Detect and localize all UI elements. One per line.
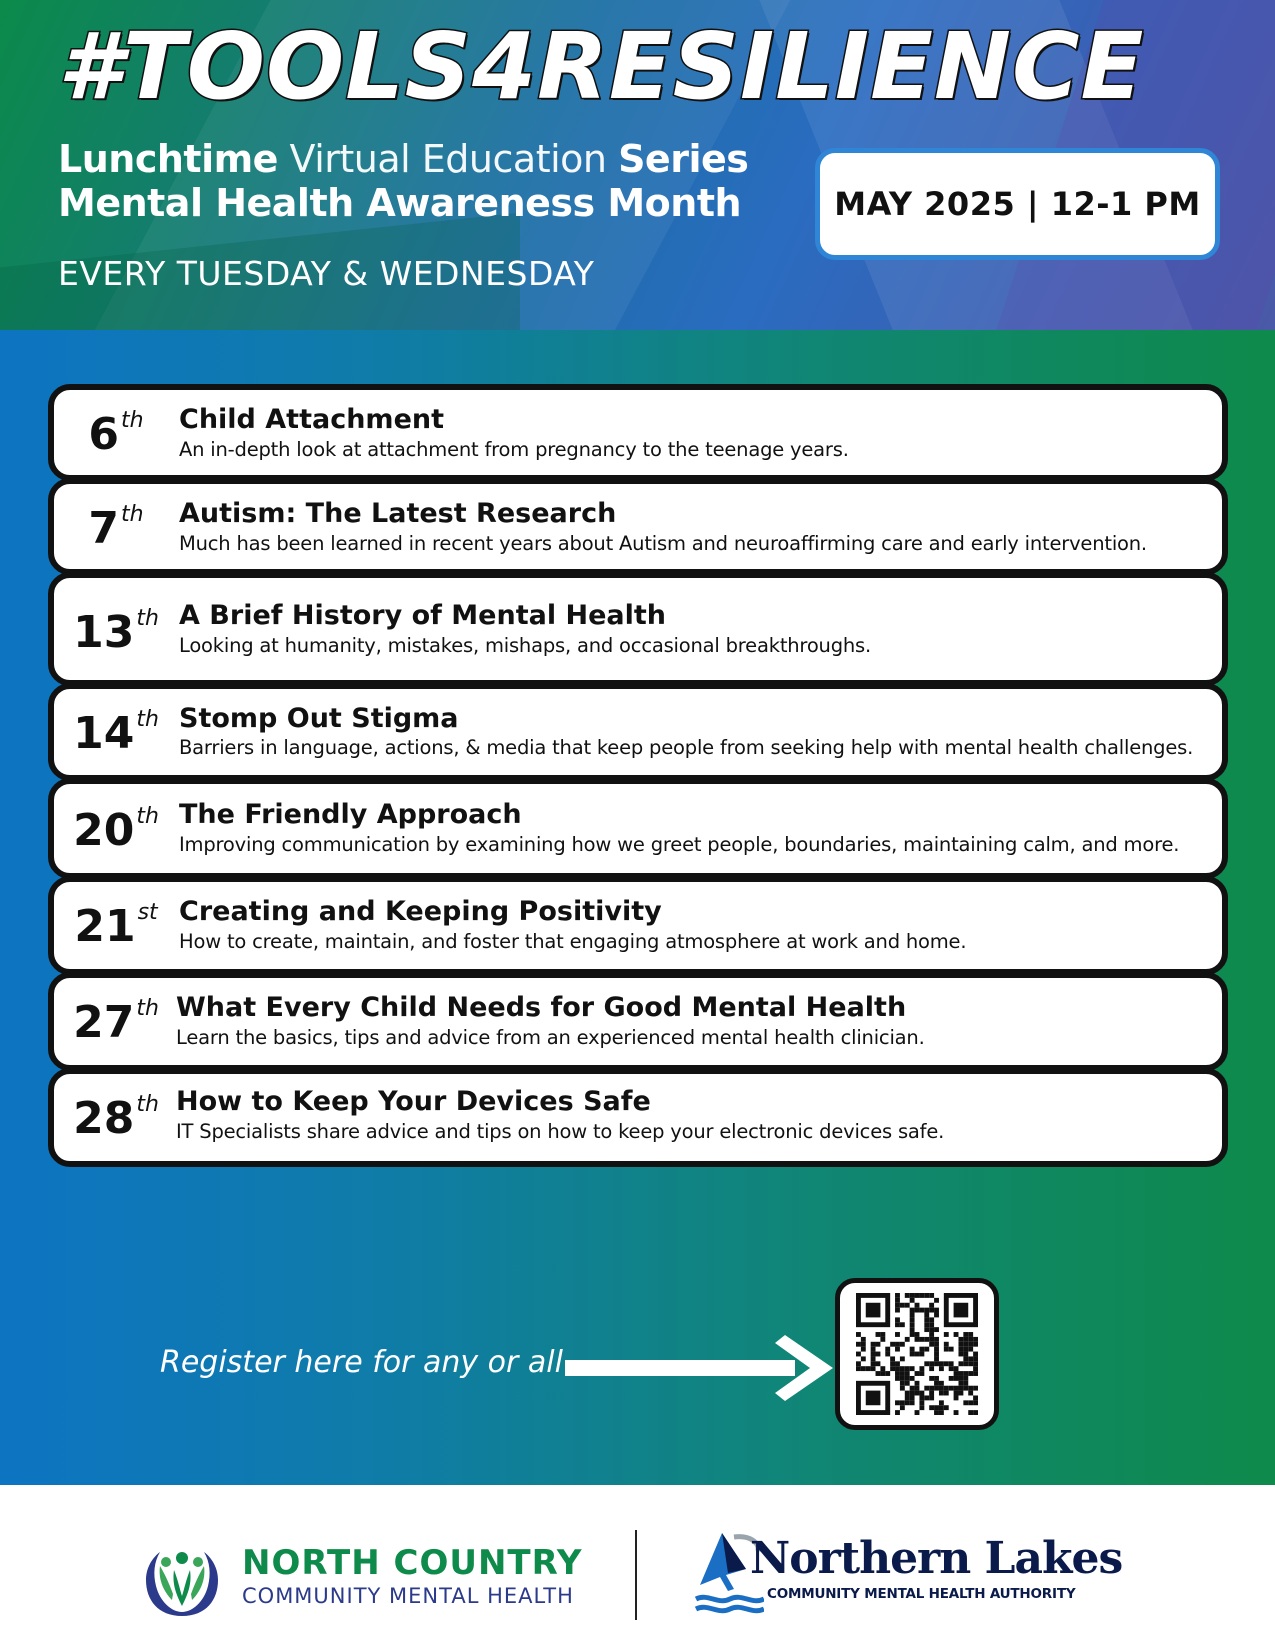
session-card [48,876,1228,975]
qr-module [895,1366,900,1371]
session-title: What Every Child Needs for Good Mental Health [176,992,907,1023]
qr-module [949,1347,954,1352]
qr-module [895,1376,900,1381]
qr-module [856,1332,861,1337]
qr-module [900,1400,905,1405]
qr-module [973,1400,978,1405]
qr-module [900,1366,905,1371]
qr-module [929,1303,934,1308]
qr-module [958,1376,963,1381]
qr-module [900,1322,905,1327]
qr-module [929,1322,934,1327]
qr-module [929,1342,934,1347]
qr-module [929,1317,934,1322]
series-subtitle [58,137,748,181]
qr-module [973,1366,978,1371]
qr-module [905,1381,910,1386]
session-description: Looking at humanity, mistakes, mishaps, and occasional breakthroughs. [179,634,871,657]
qr-module [968,1356,973,1361]
qr-module [895,1400,900,1405]
qr-module [968,1386,973,1391]
qr-module [934,1361,939,1366]
qr-module [915,1332,920,1337]
qr-module [856,1342,861,1347]
qr-module [929,1391,934,1396]
qr-module [968,1400,973,1405]
qr-module [885,1352,890,1357]
qr-module [866,1391,881,1406]
northern-lakes-name: Northern Lakes [750,1533,1123,1584]
subtitle-series: Series [618,137,749,181]
session-title: A Brief History of Mental Health [179,600,666,631]
qr-module [895,1347,900,1352]
session-description: IT Specialists share advice and tips on how to keep your electronic devices safe. [176,1120,945,1143]
qr-module [973,1410,978,1415]
qr-module [934,1313,939,1318]
qr-module [895,1308,900,1313]
qr-module [919,1400,924,1405]
qr-module [861,1342,866,1347]
day-number: 27 [73,997,135,1048]
qr-module [934,1308,939,1313]
session-description: An in-depth look at attachment from pregnancy to the teenage years. [179,438,849,461]
qr-module [934,1327,939,1332]
qr-module [929,1332,934,1337]
qr-module [895,1322,900,1327]
day-suffix: th [136,996,159,1021]
qr-module [856,1366,861,1371]
day-suffix: th [121,502,144,527]
day-number: 7 [88,503,120,554]
qr-module [871,1352,876,1357]
qr-module [968,1332,973,1337]
session-day [66,998,166,1048]
qr-module [954,1366,959,1371]
qr-module [880,1337,885,1342]
qr-module [895,1293,900,1298]
session-description: How to create, maintain, and foster that engaging atmosphere at work and home. [179,930,967,953]
qr-module [963,1347,968,1352]
qr-module [963,1342,968,1347]
qr-module [861,1366,866,1371]
qr-module [973,1337,978,1342]
qr-module [924,1337,929,1342]
qr-module [939,1400,944,1405]
qr-module [919,1395,924,1400]
qr-module [905,1366,910,1371]
date-time-text: MAY 2025 | 12-1 PM [834,185,1201,223]
qr-module [900,1356,905,1361]
qr-module [895,1371,900,1376]
qr-module [915,1303,920,1308]
qr-module [915,1308,920,1313]
qr-module [934,1376,939,1381]
qr-module [905,1376,910,1381]
qr-module [944,1386,949,1391]
qr-module [919,1293,924,1298]
qr-module [958,1347,963,1352]
qr-module [895,1361,900,1366]
qr-module [900,1381,905,1386]
qr-module [919,1337,924,1342]
qr-module [958,1381,963,1386]
qr-module [919,1347,924,1352]
day-number: 28 [73,1093,135,1144]
qr-module [856,1352,861,1357]
day-suffix: st [137,900,158,925]
qr-module [973,1371,978,1376]
day-suffix: th [121,408,144,433]
north-country-logo [142,1540,222,1620]
qr-module [880,1366,885,1371]
qr-module [890,1361,895,1366]
qr-module [910,1308,915,1313]
qr-module [934,1386,939,1391]
awareness-month-subtitle: Mental Health Awareness Month [58,181,742,225]
qr-module [910,1347,915,1352]
qr-module [910,1400,915,1405]
qr-module [890,1356,895,1361]
day-number: 13 [73,607,135,658]
qr-module [954,1386,959,1391]
qr-module [876,1352,881,1357]
qr-module [910,1352,915,1357]
qr-module [890,1342,895,1347]
qr-module [944,1361,949,1366]
session-description: Much has been learned in recent years about Autism and neuroaffirming care and early intervention. [179,532,1147,555]
qr-module [944,1332,949,1337]
qr-module [910,1327,915,1332]
qr-module [968,1361,973,1366]
qr-module [958,1391,963,1396]
day-number: 14 [73,708,135,759]
qr-module [895,1332,900,1337]
qr-module [900,1371,905,1376]
qr-module [968,1337,973,1342]
qr-module [963,1381,968,1386]
day-number: 6 [88,409,120,460]
qr-module [944,1405,949,1410]
qr-module [910,1386,915,1391]
qr-module [871,1366,876,1371]
qr-code-icon[interactable] [854,1293,980,1415]
qr-module [895,1298,900,1303]
qr-module [949,1386,954,1391]
session-day [66,608,166,658]
qr-module [939,1366,944,1371]
subtitle-virtual-education: Virtual Education [277,137,619,181]
qr-module [954,1391,959,1396]
qr-module [924,1395,929,1400]
qr-module [910,1313,915,1318]
qr-module [910,1322,915,1327]
qr-module [963,1356,968,1361]
qr-module [958,1361,963,1366]
qr-module [924,1327,929,1332]
qr-module [954,1376,959,1381]
qr-module [880,1332,885,1337]
qr-module [954,1395,959,1400]
qr-module [915,1391,920,1396]
day-number: 21 [74,901,136,952]
qr-module [963,1376,968,1381]
qr-module [939,1361,944,1366]
qr-module [929,1405,934,1410]
session-description: Learn the basics, tips and advice from an experienced mental health clinician. [176,1026,925,1049]
qr-module [924,1322,929,1327]
qr-module [963,1386,968,1391]
qr-module [963,1352,968,1357]
day-number: 20 [73,805,135,856]
qr-module [861,1337,866,1342]
qr-module [895,1317,900,1322]
qr-module [861,1347,866,1352]
qr-module [910,1395,915,1400]
qr-module [915,1352,920,1357]
qr-module [919,1366,924,1371]
qr-module [905,1395,910,1400]
north-country-name: NORTH COUNTRY [242,1543,583,1583]
qr-module [919,1391,924,1396]
qr-module [900,1342,905,1347]
qr-module [973,1361,978,1366]
qr-module [963,1337,968,1342]
qr-module [866,1303,881,1318]
qr-module [944,1342,949,1347]
session-title: How to Keep Your Devices Safe [176,1086,651,1117]
qr-module [934,1381,939,1386]
session-day [66,1094,166,1144]
qr-module [939,1381,944,1386]
qr-module [876,1342,881,1347]
qr-module [905,1400,910,1405]
qr-module [910,1391,915,1396]
qr-module [934,1405,939,1410]
qr-module [900,1405,905,1410]
qr-module [968,1371,973,1376]
qr-module [871,1347,876,1352]
session-day [66,709,166,759]
session-card [48,1068,1228,1167]
qr-module [958,1352,963,1357]
qr-module [968,1347,973,1352]
qr-module [963,1361,968,1366]
qr-module [866,1366,871,1371]
qr-module [934,1356,939,1361]
qr-module [876,1332,881,1337]
qr-module [958,1337,963,1342]
qr-module [934,1347,939,1352]
qr-module [871,1356,876,1361]
qr-module [924,1317,929,1322]
qr-module [929,1366,934,1371]
qr-module [958,1342,963,1347]
qr-module [895,1303,900,1308]
session-card [48,384,1228,481]
qr-module [929,1361,934,1366]
qr-module [929,1386,934,1391]
qr-module [973,1356,978,1361]
qr-module [939,1405,944,1410]
qr-module [890,1366,895,1371]
session-card [48,778,1228,879]
session-card [48,683,1228,781]
qr-module [929,1395,934,1400]
qr-module [915,1410,920,1415]
page-title: #TOOLS4RESILIENCE [58,13,1145,120]
qr-module [924,1293,929,1298]
session-title: Stomp Out Stigma [179,703,459,734]
session-title: The Friendly Approach [179,799,522,830]
qr-module [915,1386,920,1391]
qr-module [924,1313,929,1318]
qr-module [973,1352,978,1357]
session-day [66,902,166,952]
session-description: Improving communication by examining how we greet people, boundaries, maintaining calm, and more. [179,833,1180,856]
qr-module [973,1395,978,1400]
qr-module [915,1337,920,1342]
qr-module [910,1298,915,1303]
schedule-days: EVERY TUESDAY & WEDNESDAY [58,254,595,293]
day-suffix: th [136,707,159,732]
qr-module [968,1342,973,1347]
session-day [66,806,166,856]
qr-module [919,1371,924,1376]
subtitle-lunchtime: Lunchtime [58,137,278,181]
qr-module [924,1361,929,1366]
date-time-badge [815,148,1220,260]
qr-module [905,1293,910,1298]
qr-module [915,1371,920,1376]
qr-module [939,1386,944,1391]
qr-module [885,1347,890,1352]
qr-module [900,1376,905,1381]
qr-module [885,1371,890,1376]
day-suffix: th [136,1092,159,1117]
qr-module [880,1371,885,1376]
session-title: Creating and Keeping Positivity [179,896,662,927]
qr-module [929,1308,934,1313]
qr-module [934,1337,939,1342]
qr-module [963,1371,968,1376]
right-arrow-icon [565,1333,835,1403]
qr-module [910,1293,915,1298]
qr-module [968,1391,973,1396]
qr-module [919,1308,924,1313]
qr-module [944,1391,949,1396]
session-day [66,410,166,460]
qr-module [939,1410,944,1415]
qr-module [929,1327,934,1332]
register-text: Register here for any or all [160,1345,563,1380]
qr-module [905,1303,910,1308]
qr-module [954,1371,959,1376]
qr-module [949,1366,954,1371]
qr-module [861,1356,866,1361]
qr-module [876,1361,881,1366]
qr-module [949,1361,954,1366]
qr-module [934,1342,939,1347]
session-day [66,504,166,554]
northern-lakes-subtitle: COMMUNITY MENTAL HEALTH AUTHORITY [767,1586,1076,1602]
qr-module [871,1361,876,1366]
session-description: Barriers in language, actions, & media that keep people from seeking help with mental health challenges. [179,736,1194,759]
qr-module [915,1381,920,1386]
qr-module [939,1391,944,1396]
day-suffix: th [136,606,159,631]
qr-module [915,1293,920,1298]
qr-module [924,1308,929,1313]
north-country-subtitle: COMMUNITY MENTAL HEALTH [242,1584,574,1608]
footer-divider [635,1530,637,1620]
qr-module [910,1332,915,1337]
qr-module [856,1361,861,1366]
qr-module [900,1386,905,1391]
qr-module [905,1371,910,1376]
qr-code[interactable] [835,1278,999,1430]
qr-module [949,1376,954,1381]
qr-module [910,1366,915,1371]
qr-module [929,1337,934,1342]
qr-module [919,1352,924,1357]
session-card [48,478,1228,575]
qr-module [954,1410,959,1415]
qr-module [958,1386,963,1391]
qr-module [924,1386,929,1391]
qr-module [905,1337,910,1342]
qr-module [905,1391,910,1396]
qr-module [954,1332,959,1337]
qr-module [934,1352,939,1357]
footer [0,1485,1275,1650]
qr-module [934,1410,939,1415]
qr-module [895,1410,900,1415]
day-suffix: th [136,804,159,829]
qr-module [954,1303,969,1318]
header-banner [0,0,1275,330]
session-title: Autism: The Latest Research [179,498,617,529]
session-card [48,572,1228,686]
qr-module [910,1376,915,1381]
qr-module [973,1386,978,1391]
qr-module [944,1347,949,1352]
qr-module [929,1293,934,1298]
qr-module [973,1342,978,1347]
qr-module [963,1332,968,1337]
qr-module [958,1371,963,1376]
qr-module [963,1400,968,1405]
session-title: Child Attachment [179,404,445,435]
qr-module [895,1342,900,1347]
qr-module [919,1405,924,1410]
session-card [48,972,1228,1071]
qr-module [924,1347,929,1352]
qr-module [929,1376,934,1381]
qr-module [876,1371,881,1376]
qr-module [910,1317,915,1322]
qr-module [934,1298,939,1303]
qr-module [968,1410,973,1415]
qr-module [900,1303,905,1308]
qr-module [871,1342,876,1347]
